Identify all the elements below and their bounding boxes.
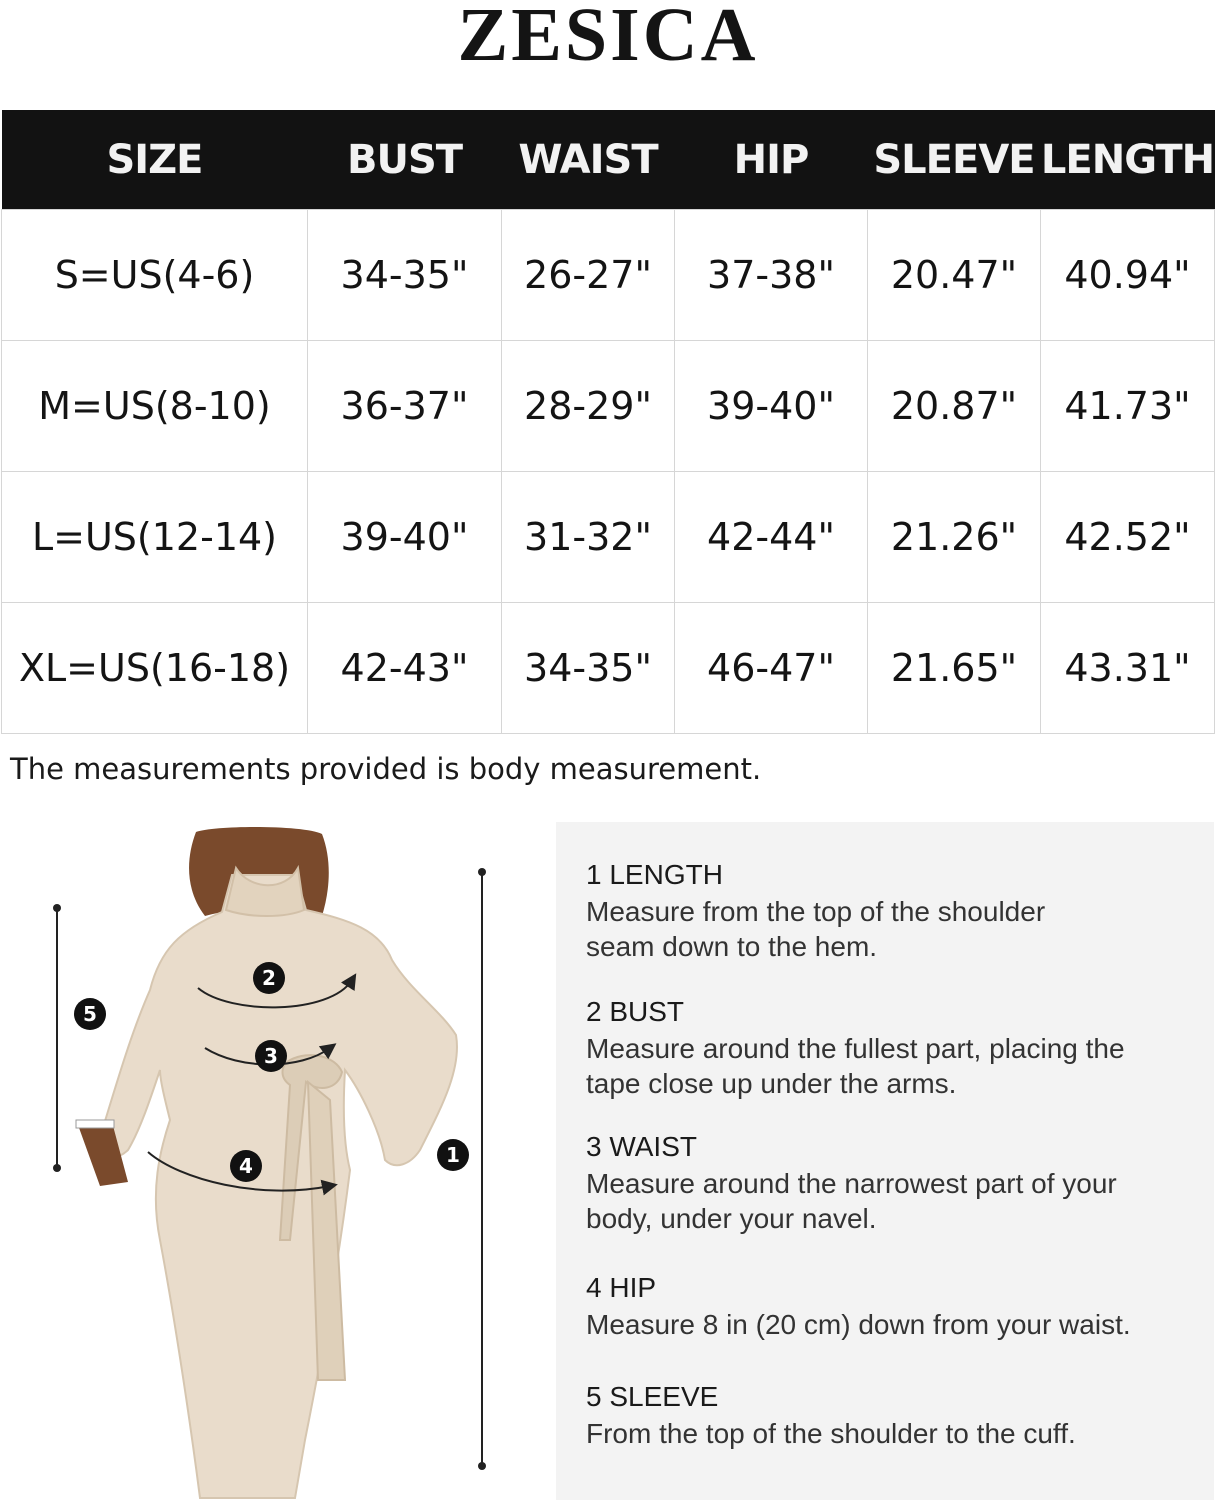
header-length: LENGTH	[1041, 110, 1215, 210]
marker-1	[437, 1139, 469, 1171]
header-sleeve: SLEEVE	[868, 110, 1041, 210]
guide-item-length	[586, 858, 1106, 964]
svg-text:2: 2	[262, 966, 276, 990]
cell-bust: 36-37"	[308, 341, 502, 472]
guide-item-hip	[586, 1271, 1206, 1342]
cell-waist: 31-32"	[502, 472, 675, 603]
cell-sleeve: 20.47"	[868, 210, 1041, 341]
cell-size: XL=US(16-18)	[2, 603, 308, 734]
header-hip: HIP	[675, 110, 868, 210]
guide-text: Measure around the fullest part, placing the tape close up under the arms.	[586, 1033, 1125, 1099]
measurement-note: The measurements provided is body measurement.	[10, 752, 762, 786]
cell-bust: 34-35"	[308, 210, 502, 341]
guide-item-bust	[586, 995, 1146, 1101]
guide-text: Measure around the narrowest part of your body, under your navel.	[586, 1168, 1117, 1234]
guide-title: 4 HIP	[586, 1272, 657, 1303]
cell-sleeve: 21.65"	[868, 603, 1041, 734]
cell-size: S=US(4-6)	[2, 210, 308, 341]
cell-size: M=US(8-10)	[2, 341, 308, 472]
cell-length: 41.73"	[1041, 341, 1215, 472]
cell-hip: 37-38"	[675, 210, 868, 341]
cell-bust: 42-43"	[308, 603, 502, 734]
guide-title: 2 BUST	[586, 996, 685, 1027]
cell-size: L=US(12-14)	[2, 472, 308, 603]
measurement-guide	[556, 822, 1214, 1500]
cell-waist: 34-35"	[502, 603, 675, 734]
cell-length: 40.94"	[1041, 210, 1215, 341]
guide-title: 1 LENGTH	[586, 859, 723, 890]
cell-length: 43.31"	[1041, 603, 1215, 734]
cell-waist: 26-27"	[502, 210, 675, 341]
table-row	[2, 341, 1215, 472]
guide-item-waist	[586, 1130, 1126, 1236]
marker-2	[253, 962, 285, 994]
svg-text:5: 5	[83, 1002, 97, 1026]
svg-text:4: 4	[239, 1154, 253, 1178]
cell-length: 42.52"	[1041, 472, 1215, 603]
cell-sleeve: 21.26"	[868, 472, 1041, 603]
guide-title: 5 SLEEVE	[586, 1381, 719, 1412]
guide-text: Measure 8 in (20 cm) down from your waist.	[586, 1309, 1131, 1340]
dress-figure	[0, 820, 520, 1500]
svg-text:1: 1	[446, 1143, 460, 1167]
header-waist: WAIST	[502, 110, 675, 210]
guide-text: From the top of the shoulder to the cuff.	[586, 1418, 1076, 1449]
guide-title: 3 WAIST	[586, 1131, 697, 1162]
header-bust: BUST	[308, 110, 502, 210]
guide-item-sleeve	[586, 1380, 1206, 1451]
cell-hip: 39-40"	[675, 341, 868, 472]
cell-bust: 39-40"	[308, 472, 502, 603]
brand-logo: ZESICA	[457, 0, 759, 77]
cell-waist: 28-29"	[502, 341, 675, 472]
cell-hip: 46-47"	[675, 603, 868, 734]
svg-text:3: 3	[264, 1044, 278, 1068]
dress-illustration	[0, 820, 520, 1500]
header-size: SIZE	[2, 110, 308, 210]
table-row	[2, 210, 1215, 341]
guide-text: Measure from the top of the shoulder seam down to the hem.	[586, 896, 1046, 962]
cell-sleeve: 20.87"	[868, 341, 1041, 472]
marker-5	[74, 998, 106, 1030]
table-row	[2, 472, 1215, 603]
table-header-row	[2, 110, 1215, 210]
table-row	[2, 603, 1215, 734]
cell-hip: 42-44"	[675, 472, 868, 603]
size-chart-table	[1, 110, 1215, 734]
marker-4	[230, 1150, 262, 1182]
marker-3	[255, 1040, 287, 1072]
